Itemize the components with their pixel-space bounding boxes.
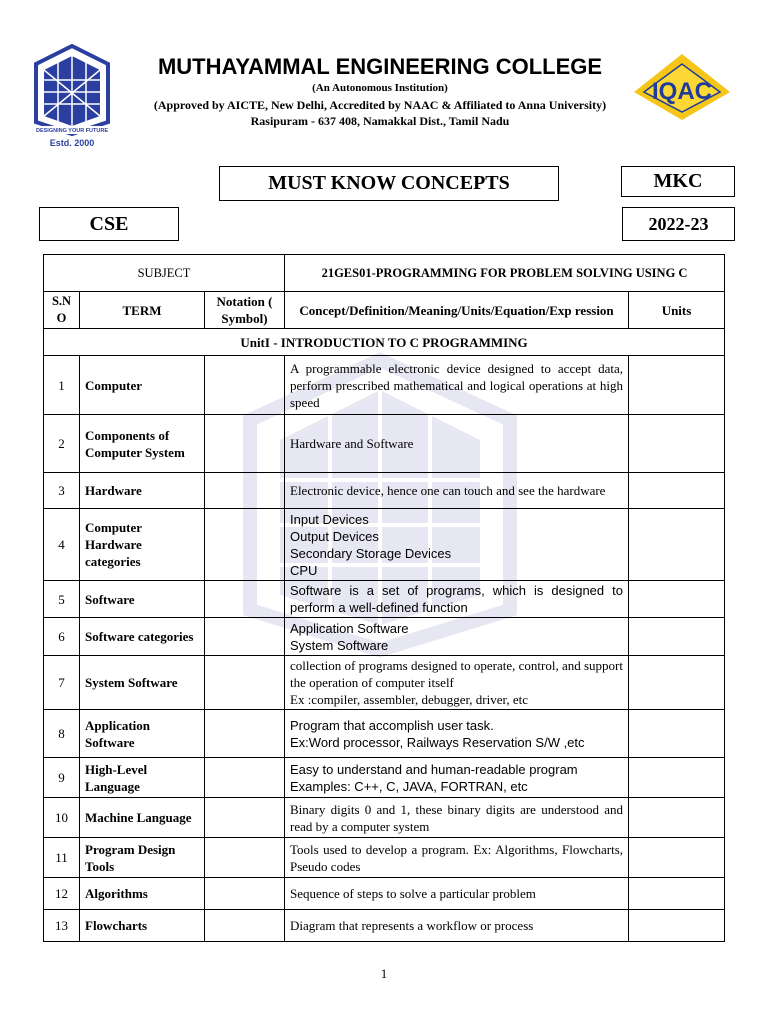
unit-title-row (44, 329, 725, 356)
definition-line: Ex:Word processor, Railways Reservation S/W ,etc (290, 734, 585, 750)
row-term: Application Software (80, 710, 205, 758)
row-sno: 10 (44, 798, 80, 838)
definition-line: Application Software (290, 620, 409, 636)
row-notation (205, 710, 285, 758)
row-term: High-Level Language (80, 758, 205, 798)
row-definition (285, 473, 629, 509)
logo-estd: Estd. 2000 (49, 138, 95, 148)
row-term: Components of Computer System (80, 415, 205, 473)
row-definition (285, 509, 629, 581)
row-definition (285, 910, 629, 942)
subject-label: SUBJECT (44, 255, 285, 292)
subject-value: 21GES01-PROGRAMMING FOR PROBLEM SOLVING USING C (285, 255, 725, 292)
row-definition (285, 878, 629, 910)
col-units-header: Units (629, 292, 725, 329)
row-sno: 4 (44, 509, 80, 581)
row-sno: 5 (44, 581, 80, 618)
table-row (44, 509, 725, 581)
concepts-table (43, 254, 725, 942)
row-units (629, 878, 725, 910)
table-row (44, 878, 725, 910)
row-units (629, 356, 725, 415)
definition-line: System Software (290, 637, 389, 653)
row-term: Flowcharts (80, 910, 205, 942)
academic-year: 2022-23 (622, 207, 735, 241)
table-row (44, 473, 725, 509)
table-row (44, 618, 725, 656)
college-name: MUTHAYAMMAL ENGINEERING COLLEGE (157, 54, 603, 79)
row-sno: 7 (44, 656, 80, 710)
table-row (44, 758, 725, 798)
row-units (629, 415, 725, 473)
address: Rasipuram - 637 408, Namakkal Dist., Tamil Nadu (250, 114, 510, 128)
row-definition (285, 798, 629, 838)
row-notation (205, 581, 285, 618)
table-row (44, 415, 725, 473)
subject-row (44, 255, 725, 292)
definition-line: A programmable electronic device designed to accept data, perform prescribed mathematical and logical operations at high speed (290, 360, 623, 410)
row-term: Software (80, 581, 205, 618)
row-definition (285, 838, 629, 878)
row-definition (285, 618, 629, 656)
row-term: Program Design Tools (80, 838, 205, 878)
definition-line: Sequence of steps to solve a particular problem (290, 886, 536, 901)
row-notation (205, 838, 285, 878)
row-definition (285, 356, 629, 415)
col-term-header: TERM (80, 292, 205, 329)
logo-tagline: DESIGNING YOUR FUTURE (35, 128, 109, 134)
header-row (44, 292, 725, 329)
document-code: MKC (621, 166, 735, 197)
row-sno: 9 (44, 758, 80, 798)
page-number: 1 (380, 966, 388, 981)
row-definition (285, 656, 629, 710)
definition-line: Secondary Storage Devices (290, 545, 452, 561)
definition-line: Software is a set of programs, which is designed to perform a well-defined function (290, 583, 623, 615)
row-units (629, 656, 725, 710)
unit-title: UnitI - INTRODUCTION TO C PROGRAMMING (44, 329, 725, 356)
col-notation-header: Notation ( Symbol) (205, 292, 285, 329)
row-definition (285, 581, 629, 618)
row-definition (285, 758, 629, 798)
row-term: Machine Language (80, 798, 205, 838)
row-term: Software categories (80, 618, 205, 656)
table-row (44, 910, 725, 942)
row-units (629, 509, 725, 581)
department: CSE (39, 207, 179, 241)
definition-line: Output Devices (290, 528, 379, 544)
row-sno: 1 (44, 356, 80, 415)
row-notation (205, 415, 285, 473)
iqac-logo-text: IQAC (652, 78, 712, 105)
row-sno: 13 (44, 910, 80, 942)
col-concept-header: Concept/Definition/Meaning/Units/Equation/Exp ression (285, 292, 629, 329)
row-term: System Software (80, 656, 205, 710)
row-notation (205, 656, 285, 710)
table-row (44, 656, 725, 710)
row-units (629, 798, 725, 838)
row-units (629, 581, 725, 618)
row-definition (285, 710, 629, 758)
document-title: MUST KNOW CONCEPTS (219, 166, 559, 201)
table-row (44, 356, 725, 415)
row-units (629, 910, 725, 942)
row-notation (205, 618, 285, 656)
row-sno: 8 (44, 710, 80, 758)
row-notation (205, 356, 285, 415)
definition-line: Electronic device, hence one can touch and see the hardware (290, 483, 606, 498)
table-row (44, 798, 725, 838)
table-row (44, 838, 725, 878)
row-sno: 12 (44, 878, 80, 910)
definition-line: Hardware and Software (290, 436, 414, 451)
row-definition (285, 415, 629, 473)
row-sno: 11 (44, 838, 80, 878)
definition-line: Program that accomplish user task. (290, 717, 494, 733)
college-logo (30, 42, 114, 152)
definition-line: Binary digits 0 and 1, these binary digits are understood and read by a computer system (290, 801, 623, 834)
col-sno-header: S.N O (44, 292, 80, 329)
definition-line: CPU (290, 562, 318, 578)
row-term: Computer Hardware categories (80, 509, 205, 581)
row-units (629, 473, 725, 509)
row-sno: 3 (44, 473, 80, 509)
autonomous-note: (An Autonomous Institution) (312, 82, 448, 94)
row-term: Algorithms (80, 878, 205, 910)
row-notation (205, 798, 285, 838)
row-sno: 6 (44, 618, 80, 656)
definition-line: Input Devices (290, 511, 369, 527)
row-notation (205, 509, 285, 581)
definition-line: Ex :compiler, assembler, debugger, driver, etc (290, 692, 528, 707)
row-notation (205, 758, 285, 798)
row-units (629, 618, 725, 656)
definition-line: Tools used to develop a program. Ex: Algorithms, Flowcharts, Pseudo codes (290, 841, 623, 874)
definition-line: Diagram that represents a workflow or process (290, 918, 534, 933)
definition-line: Examples: C++, C, JAVA, FORTRAN, etc (290, 778, 528, 794)
row-notation (205, 910, 285, 942)
definition-line: collection of programs designed to operate, control, and support the operation of computer itself (290, 658, 623, 690)
table-row (44, 710, 725, 758)
row-term: Hardware (80, 473, 205, 509)
definition-line: Easy to understand and human-readable program (290, 761, 578, 777)
row-term: Computer (80, 356, 205, 415)
row-notation (205, 878, 285, 910)
approval-note: (Approved by AICTE, New Delhi, Accredited by NAAC & Affiliated to Anna University) (153, 98, 607, 112)
row-sno: 2 (44, 415, 80, 473)
table-row (44, 581, 725, 618)
row-units (629, 758, 725, 798)
row-units (629, 838, 725, 878)
row-notation (205, 473, 285, 509)
row-units (629, 710, 725, 758)
